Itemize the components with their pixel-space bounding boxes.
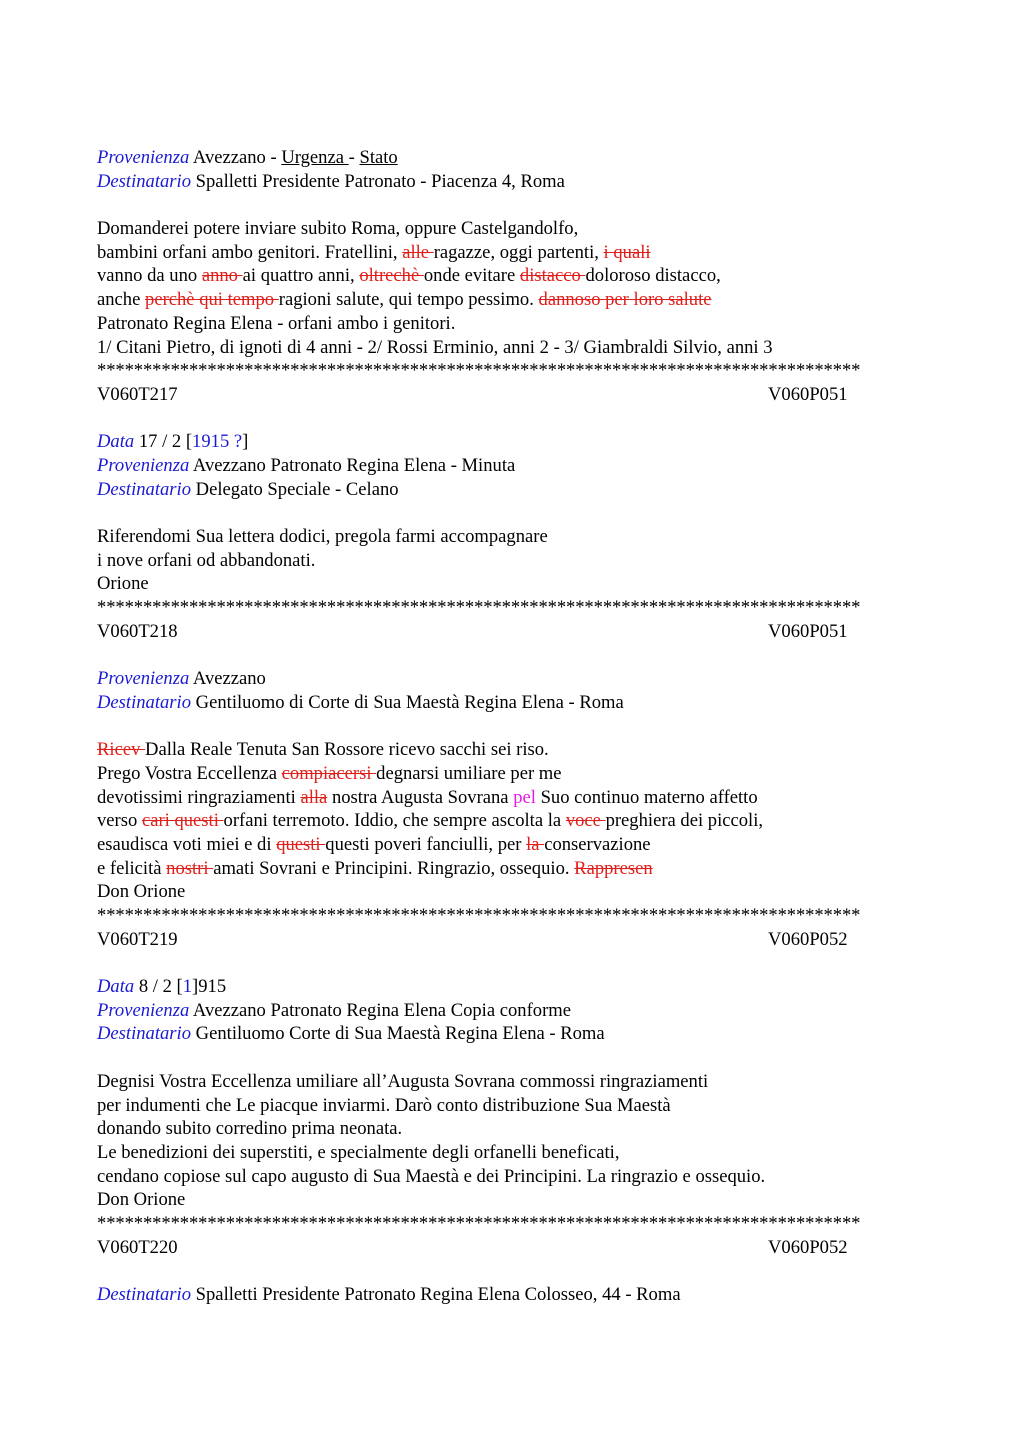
deleted-text: compiacersi [281,762,377,784]
body-line: Le benedizioni dei superstiti, e specialmente degli orfanelli beneficati, [97,1141,620,1163]
provenienza-text: Avezzano Patronato Regina Elena Copia conforme [192,999,571,1021]
provenienza-line [97,999,927,1023]
body-line: donando subito corredino prima neonata. [97,1118,403,1140]
body-line [97,833,927,857]
document-codes [97,1236,927,1260]
page-code: V060P051 [768,383,848,405]
body-line: cendano copiose sul capo augusto di Sua Maestà e dei Principini. La ringrazio e ossequio. [97,1165,766,1187]
deleted-text: dannoso per loro salute [538,289,712,311]
data-label: Data [97,431,135,453]
stato-text: Stato [359,147,398,168]
body-line: per indumenti che Le piacque inviarmi. Darò conto distribuzione Sua Maestà [97,1094,671,1116]
deleted-text: i quali [603,241,651,263]
text: verso [97,810,142,832]
document-code: V060T220 [97,1236,178,1258]
page-code: V060P052 [768,1236,848,1258]
destinatario-line [97,1022,927,1046]
body-line [97,762,927,786]
text: ragioni salute, qui tempo pessimo. [278,289,539,311]
destinatario-label: Destinatario [97,170,192,192]
destinatario-text: Spalletti Presidente Patronato - Piacenza 4, Roma [195,170,565,192]
destinatario-text: Spalletti Presidente Patronato Regina Elena Colosseo, 44 - Roma [195,1284,681,1305]
document-code: V060T219 [97,928,178,950]
destinatario-line [97,478,927,502]
date-text: 17 / 2 [ [138,431,193,453]
destinatario-label: Destinatario [97,691,192,713]
deleted-text: cari questi [141,810,224,832]
document-code: V060T218 [97,620,178,642]
signature-line: Don Orione [97,881,186,903]
body-line [97,786,927,810]
destinatario-text: Gentiluomo Corte di Sua Maestà Regina Elena - Roma [195,1023,605,1045]
data-line [97,430,927,454]
urgenza-text: Urgenza [281,147,349,168]
text: esaudisca voti miei e di [97,833,277,855]
document-code: V060T217 [97,383,178,405]
data-line [97,975,927,999]
date-text: ]915 [192,976,227,998]
provenienza-text: Avezzano - [192,147,282,168]
inserted-text: pel [513,786,536,808]
deleted-text: distacco [519,265,586,287]
text: onde evitare [423,265,520,287]
deleted-text: Rappresen [574,857,653,879]
text: doloroso distacco, [585,265,721,287]
text: Suo continuo materno affetto [535,786,758,808]
text: e felicità [97,857,167,879]
destinatario-text: Delegato Speciale - Celano [195,478,399,500]
text: Prego Vostra Eccellenza [97,762,282,784]
text: bambini orfani ambo genitori. Fratellini, [97,241,403,263]
destinatario-label: Destinatario [97,478,192,500]
deleted-text: Ricev [97,739,146,761]
body-line [97,288,927,312]
provenienza-label: Provenienza [97,147,190,168]
body-line: Degnisi Vostra Eccellenza umiliare all’Augusta Sovrana commossi ringraziamenti [97,1070,709,1092]
date-editorial: 1 [182,976,193,998]
date-text: 8 / 2 [ [138,976,183,998]
body-line [97,809,927,833]
deleted-text: anno [201,265,243,287]
separator: *********************************************************************************** [97,905,861,926]
text: questi poveri fanciulli, per [325,833,527,855]
separator: *********************************************************************************** [97,360,861,382]
separator: *********************************************************************************** [97,1212,861,1234]
body-line: Domanderei potere inviare subito Roma, oppure Castelgandolfo, [97,218,579,240]
provenienza-text: Avezzano [192,668,266,690]
text: nostra Augusta Sovrana [327,786,514,808]
document-codes [97,383,927,407]
provenienza-line [97,454,927,478]
text: amati Sovrani e Principini. Ringrazio, ossequio. [213,857,575,879]
document-codes [97,928,927,952]
provenienza-label: Provenienza [97,999,190,1021]
text: preghiera dei piccoli, [605,810,764,832]
separator: *********************************************************************************** [97,597,861,619]
deleted-text: alle [402,241,434,263]
document-codes [97,620,927,644]
text: orfani terremoto. Iddio, che sempre ascolta la [223,810,566,832]
provenienza-line [97,146,927,170]
body-line [97,857,927,881]
deleted-text: alla [300,786,328,808]
deleted-text: oltrechè [359,265,424,287]
destinatario-text: Gentiluomo di Corte di Sua Maestà Regina Elena - Roma [195,691,624,713]
signature-line: Orione [97,573,149,595]
document-page [97,146,927,1307]
provenienza-label: Provenienza [97,668,190,690]
text: ai quattro anni, [242,265,360,287]
text: ragazze, oggi partenti, [433,241,604,263]
body-line [97,738,927,762]
destinatario-line [97,1283,927,1307]
body-line: 1/ Citani Pietro, di ignoti di 4 anni - 2/ Rossi Erminio, anni 2 - 3/ Giambraldi Silvio, anni 3 [97,336,773,358]
body-line [97,264,927,288]
deleted-text: perchè qui tempo [145,289,279,311]
body-line [97,241,927,265]
provenienza-line [97,667,927,691]
data-label: Data [97,976,135,998]
destinatario-line [97,170,927,194]
text: anche [97,289,146,311]
page-code: V060P052 [768,928,848,950]
deleted-text: la [526,833,545,855]
text: Dalla Reale Tenuta San Rossore ricevo sacchi sei riso. [145,739,549,761]
destinatario-line [97,691,927,715]
destinatario-label: Destinatario [97,1284,192,1305]
deleted-text: voce [565,810,606,832]
body-line: Riferendomi Sua lettera dodici, pregola farmi accompagnare [97,526,548,547]
page-code: V060P051 [768,620,848,642]
text: devotissimi ringraziamenti [97,786,301,808]
provenienza-text: Avezzano Patronato Regina Elena - Minuta [192,454,516,476]
text: conservazione [544,833,651,855]
text: vanno da uno [97,265,202,287]
destinatario-label: Destinatario [97,1023,192,1045]
provenienza-label: Provenienza [97,454,190,476]
body-line: i nove orfani od abbandonati. [97,549,316,571]
date-editorial: 1915 ? [192,431,243,453]
date-text: ] [242,431,249,453]
text: degnarsi umiliare per me [376,762,562,784]
deleted-text: nostri [166,857,214,879]
deleted-text: questi [276,833,326,855]
provenienza-text: - [348,147,360,168]
signature-line: Don Orione [97,1189,186,1211]
body-line: Patronato Regina Elena - orfani ambo i genitori. [97,312,456,334]
